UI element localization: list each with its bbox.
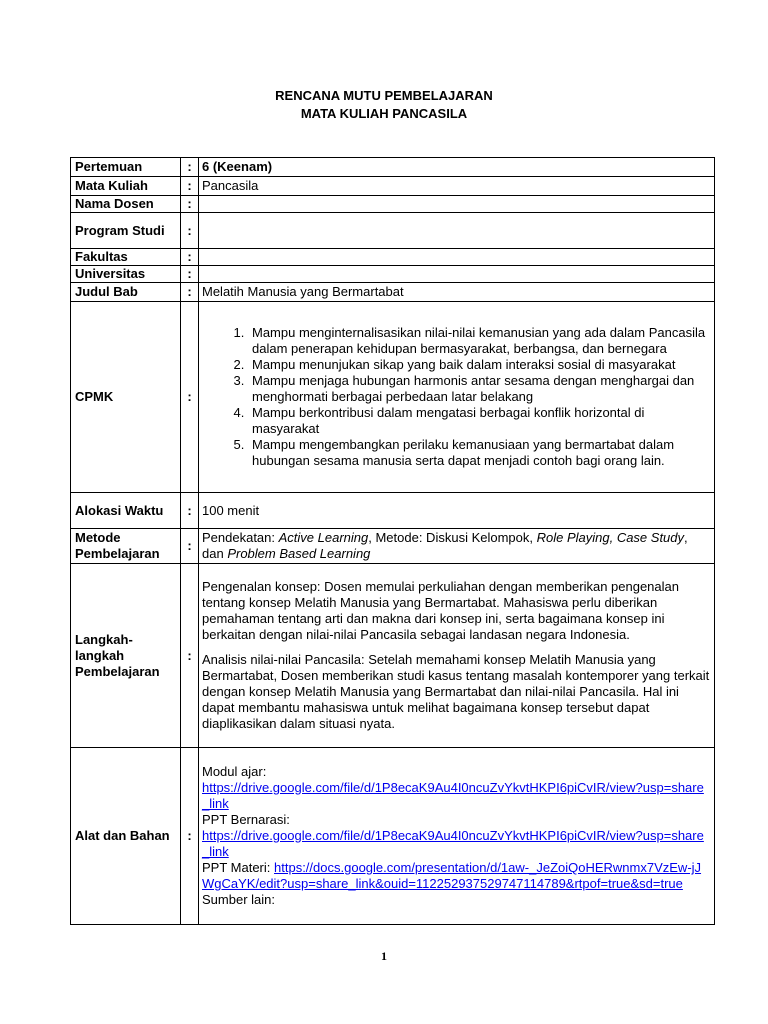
cpmk-item: 4. Mampu berkontribusi dalam mengatasi berbagai konflik horizontal di masyarakat [248, 405, 710, 437]
label-universitas: Universitas [71, 266, 181, 283]
modul-ajar-link[interactable]: https://drive.google.com/file/d/1P8ecaK9Au4I0ncuZvYkvtHKPI6piCvIR/view?usp=share_link [202, 780, 704, 811]
value-program-studi [199, 213, 715, 249]
colon: : [181, 177, 199, 196]
label-nama-dosen: Nama Dosen [71, 196, 181, 213]
cpmk-item: 2. Mampu menunjukan sikap yang baik dalam interaksi sosial di masyarakat [248, 357, 710, 373]
cpmk-item: 5. Mampu mengembangkan perilaku kemanusiaan yang bermartabat dalam hubungan sesama manusia serta dapat menjadi contoh bagi orang lain. [248, 437, 710, 469]
langkah-paragraph: Analisis nilai-nilai Pancasila: Setelah memahami konsep Melatih Manusia yang Bermartabat, Dosen memberikan studi kasus tentang masalah kontemporer yang terkait dengan konsep Melatih Manusia yang Bermartabat dan nilai-nilai Pancasila. Hal ini dapat membantu mahasiswa untuk melihat bagaimana konsep tersebut dapat diaplikasikan dalam situasi nyata. [202, 652, 710, 731]
document-title: RENCANA MUTU PEMBELAJARAN [275, 88, 493, 103]
label-alokasi-waktu: Alokasi Waktu [71, 493, 181, 529]
ppt-bernarasi-link[interactable]: https://drive.google.com/file/d/1P8ecaK9Au4I0ncuZvYkvtHKPI6piCvIR/view?usp=share_link [202, 828, 704, 859]
metode-text: Pendekatan: [202, 530, 279, 545]
value-judul-bab: Melatih Manusia yang Bermartabat [199, 283, 715, 302]
row-alat-bahan [71, 748, 715, 925]
colon: : [181, 196, 199, 213]
colon: : [181, 302, 199, 493]
value-fakultas [199, 249, 715, 266]
ppt-bernarasi-label: PPT Bernarasi: [202, 812, 290, 827]
row-judul-bab [71, 283, 715, 302]
value-nama-dosen [199, 196, 715, 213]
metode-text-italic: Role Playing, Case Study [536, 530, 685, 545]
value-alokasi-waktu: 100 menit [199, 493, 715, 529]
metode-text: , Metode: Diskusi Kelompok, [368, 530, 537, 545]
page-number: 1 [381, 949, 387, 963]
row-pertemuan [71, 158, 715, 177]
ppt-materi-label: PPT Materi: [202, 860, 275, 875]
rmp-table [70, 157, 715, 925]
value-langkah [199, 564, 715, 748]
cpmk-item: 3. Mampu menjaga hubungan harmonis antar sesama dengan menghargai dan menghormati berbagai perbedaan latar belakang [248, 373, 710, 405]
ppt-materi-link[interactable]: https://docs.google.com/presentation/d/1aw-_JeZoiQoHERwnmx7VzEw-jJWgCaYK/edit?usp=share_link&ouid=112252937529747114789&rtpof=true&sd=true [202, 860, 702, 891]
cpmk-list [202, 325, 710, 469]
value-universitas [199, 266, 715, 283]
colon: : [181, 493, 199, 529]
sumber-lain-label: Sumber lain: [202, 892, 275, 907]
label-program-studi: Program Studi [71, 213, 181, 249]
value-pertemuan: 6 (Keenam) [199, 158, 715, 177]
modul-ajar-label: Modul ajar: [202, 764, 267, 779]
label-judul-bab: Judul Bab [71, 283, 181, 302]
value-cpmk [199, 302, 715, 493]
value-alat-bahan [199, 748, 715, 925]
colon: : [181, 283, 199, 302]
label-pertemuan: Pertemuan [71, 158, 181, 177]
label-langkah: Langkah-langkah Pembelajaran [71, 564, 181, 748]
cpmk-item: 1. Mampu menginternalisasikan nilai-nilai kemanusian yang ada dalam Pancasila dalam penerapan kehidupan bermasyarakat, berbangsa, dan bernegara [248, 325, 710, 357]
row-universitas [71, 266, 715, 283]
row-nama-dosen [71, 196, 715, 213]
metode-text: , dan [202, 530, 688, 561]
colon: : [181, 213, 199, 249]
label-cpmk: CPMK [71, 302, 181, 493]
label-mata-kuliah: Mata Kuliah [71, 177, 181, 196]
metode-text-italic: Active Learning [278, 530, 369, 545]
row-langkah [71, 564, 715, 748]
value-metode [199, 529, 715, 564]
colon: : [181, 529, 199, 564]
row-metode [71, 529, 715, 564]
row-cpmk [71, 302, 715, 493]
colon: : [181, 748, 199, 925]
label-fakultas: Fakultas [71, 249, 181, 266]
label-alat-bahan: Alat dan Bahan [71, 748, 181, 925]
metode-text-italic: Problem Based Learning [227, 546, 371, 561]
langkah-paragraph: Pengenalan konsep: Dosen memulai perkuliahan dengan memberikan pengenalan tentang konsep Melatih Manusia yang Bermartabat. Mahasiswa perlu diberikan pemahaman tentang arti dan makna dari konsep ini, serta bagaimana konsep ini berkaitan dengan nilai-nilai Pancasila sebagai landasan negara Indonesia. [202, 579, 679, 642]
row-alokasi-waktu [71, 493, 715, 529]
value-mata-kuliah: Pancasila [199, 177, 715, 196]
row-mata-kuliah [71, 177, 715, 196]
colon: : [181, 564, 199, 748]
label-metode: Metode Pembelajaran [71, 529, 181, 564]
colon: : [181, 266, 199, 283]
document-subtitle: MATA KULIAH PANCASILA [300, 106, 468, 121]
row-fakultas [71, 249, 715, 266]
colon: : [181, 249, 199, 266]
row-program-studi [71, 213, 715, 249]
colon: : [181, 158, 199, 177]
